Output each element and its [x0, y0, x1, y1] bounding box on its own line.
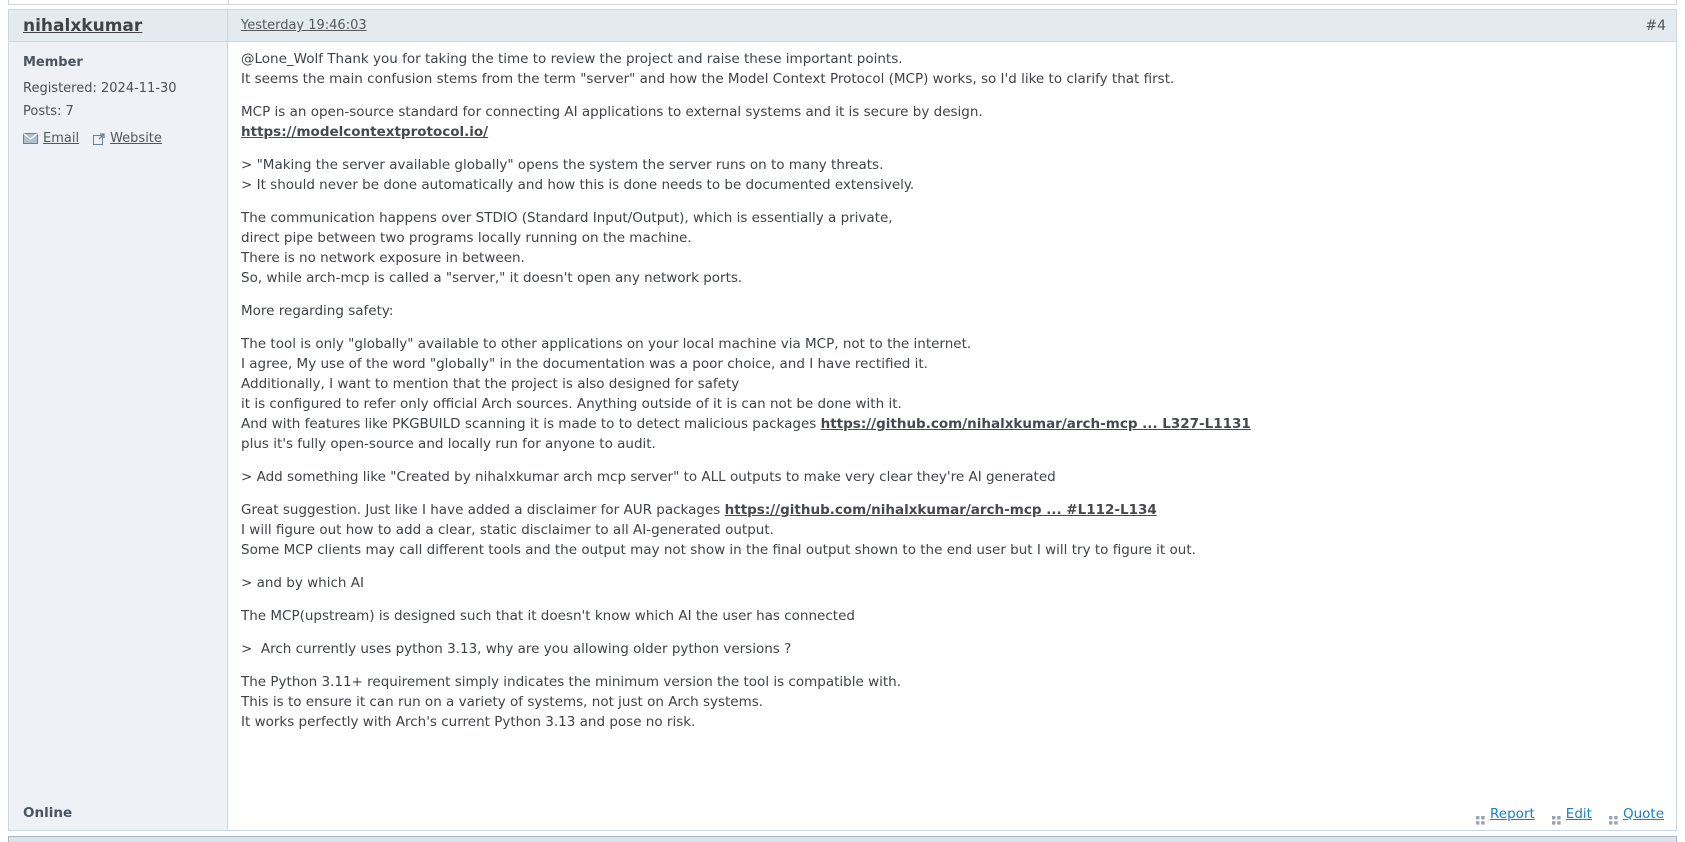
- report-link-item[interactable]: [1476, 806, 1535, 822]
- post-inline-link[interactable]: https://github.com/nihalxkumar/arch-mcp ... L327-L1131: [820, 416, 1251, 432]
- report-icon: [1476, 810, 1485, 819]
- post-paragraph: [241, 334, 1662, 454]
- author-username-link[interactable]: nihalxkumar: [23, 15, 143, 36]
- post-paragraph: [241, 208, 1662, 288]
- post-text: plus it's fully open-source and locally run for anyone to audit.: [241, 436, 656, 452]
- author-registered: Registered: 2024-11-30: [23, 81, 177, 96]
- edit-link-item[interactable]: [1552, 806, 1592, 822]
- author-contact-row: [23, 131, 217, 146]
- post-header-user-cell: [9, 10, 228, 41]
- post-paragraph: [241, 639, 1662, 659]
- post-number: #4: [1645, 17, 1666, 34]
- post-paragraph: [241, 301, 1662, 321]
- post-text: > It should never be done automatically and how this is done needs to be documented extensively.: [241, 177, 915, 193]
- post-text: The Python 3.11+ requirement simply indicates the minimum version the tool is compatible with.: [241, 674, 902, 690]
- post-text: I agree, My use of the word "globally" in the documentation was a poor choice, and I have rectified it.: [241, 356, 928, 372]
- post-text: it is configured to refer only official Arch sources. Anything outside of it is can not be done with it.: [241, 396, 902, 412]
- post-paragraph: [241, 49, 1662, 89]
- quote-link[interactable]: Quote: [1622, 806, 1664, 822]
- website-link[interactable]: Website: [110, 131, 162, 146]
- post-body-row: [9, 42, 1676, 830]
- post-text: It works perfectly with Arch's current Python 3.13 and pose no risk.: [241, 714, 696, 730]
- external-link-icon: [93, 133, 105, 145]
- post-paragraph: [241, 102, 1662, 142]
- post-text: And with features like PKGBUILD scanning it is made to to detect malicious packages: [241, 416, 821, 432]
- post-inline-link[interactable]: https://modelcontextprotocol.io/: [241, 124, 489, 140]
- post-text: > "Making the server available globally" opens the system the server runs on to many threats.: [241, 157, 884, 173]
- post-footer-links: [1476, 806, 1664, 822]
- post-text: There is no network exposure in between.: [241, 250, 525, 266]
- report-link[interactable]: Report: [1490, 806, 1535, 822]
- previous-post-column-divider: [228, 0, 229, 4]
- post-text: I will figure out how to add a clear, static disclaimer to all AI-generated output.: [241, 522, 774, 538]
- post-paragraph: [241, 500, 1662, 560]
- post-body: [241, 49, 1662, 732]
- author-rank-label: Member: [23, 55, 83, 70]
- post-text: > Add something like "Created by nihalxkumar arch mcp server" to ALL outputs to make very clear they're AI generated: [241, 469, 1056, 485]
- post-text: The communication happens over STDIO (Standard Input/Output), which is essentially a private,: [241, 210, 893, 226]
- email-icon: [23, 133, 38, 144]
- post-inline-link[interactable]: https://github.com/nihalxkumar/arch-mcp ... #L112-L134: [724, 502, 1157, 518]
- post-text: @Lone_Wolf Thank you for taking the time to review the project and raise these important points.: [241, 51, 903, 67]
- post-paragraph: [241, 573, 1662, 593]
- edit-link[interactable]: Edit: [1565, 806, 1592, 822]
- post-text: Some MCP clients may call different tools and the output may not show in the final output shown to the end user but I will try to figure it out.: [241, 542, 1196, 558]
- post-text: It seems the main confusion stems from the term "server" and how the Model Context Protocol (MCP) works, so I'd like to clarify that first.: [241, 71, 1175, 87]
- post-text: So, while arch-mcp is called a "server," it doesn't open any network ports.: [241, 270, 743, 286]
- forum-post: [8, 9, 1677, 831]
- post-paragraph: [241, 606, 1662, 626]
- previous-post-bottom-edge: [8, 0, 1677, 5]
- author-sidebar: [9, 42, 228, 830]
- next-section-bar: [8, 836, 1677, 842]
- post-text: This is to ensure it can run on a variety of systems, not just on Arch systems.: [241, 694, 764, 710]
- post-timestamp-link[interactable]: Yesterday 19:46:03: [241, 18, 367, 33]
- post-text: MCP is an open-source standard for connecting AI applications to external systems and it is secure by design.: [241, 104, 983, 120]
- post-text: Great suggestion. Just like I have added a disclaimer for AUR packages: [241, 502, 725, 518]
- post-paragraph: [241, 155, 1662, 195]
- author-online-status: Online: [23, 805, 73, 821]
- post-text: More regarding safety:: [241, 303, 394, 319]
- post-text: > Arch currently uses python 3.13, why are you allowing older python versions ?: [241, 641, 792, 657]
- quote-icon: [1609, 810, 1618, 819]
- email-link-item[interactable]: [23, 131, 79, 146]
- post-header-meta-cell: [228, 18, 1676, 34]
- quote-link-item[interactable]: [1609, 806, 1664, 822]
- post-text: Additionally, I want to mention that the project is also designed for safety: [241, 376, 740, 392]
- post-text: The tool is only "globally" available to other applications on your local machine via MCP, not to the internet.: [241, 336, 972, 352]
- post-paragraph: [241, 467, 1662, 487]
- author-post-count: Posts: 7: [23, 104, 74, 119]
- post-text: The MCP(upstream) is designed such that it doesn't know which AI the user has connected: [241, 608, 855, 624]
- email-link[interactable]: Email: [43, 131, 80, 146]
- post-header: [9, 10, 1676, 42]
- website-link-item[interactable]: [93, 131, 162, 146]
- post-text: direct pipe between two programs locally running on the machine.: [241, 230, 692, 246]
- post-text: > and by which AI: [241, 575, 364, 591]
- post-paragraph: [241, 672, 1662, 732]
- post-message: [228, 42, 1676, 830]
- edit-icon: [1552, 810, 1561, 819]
